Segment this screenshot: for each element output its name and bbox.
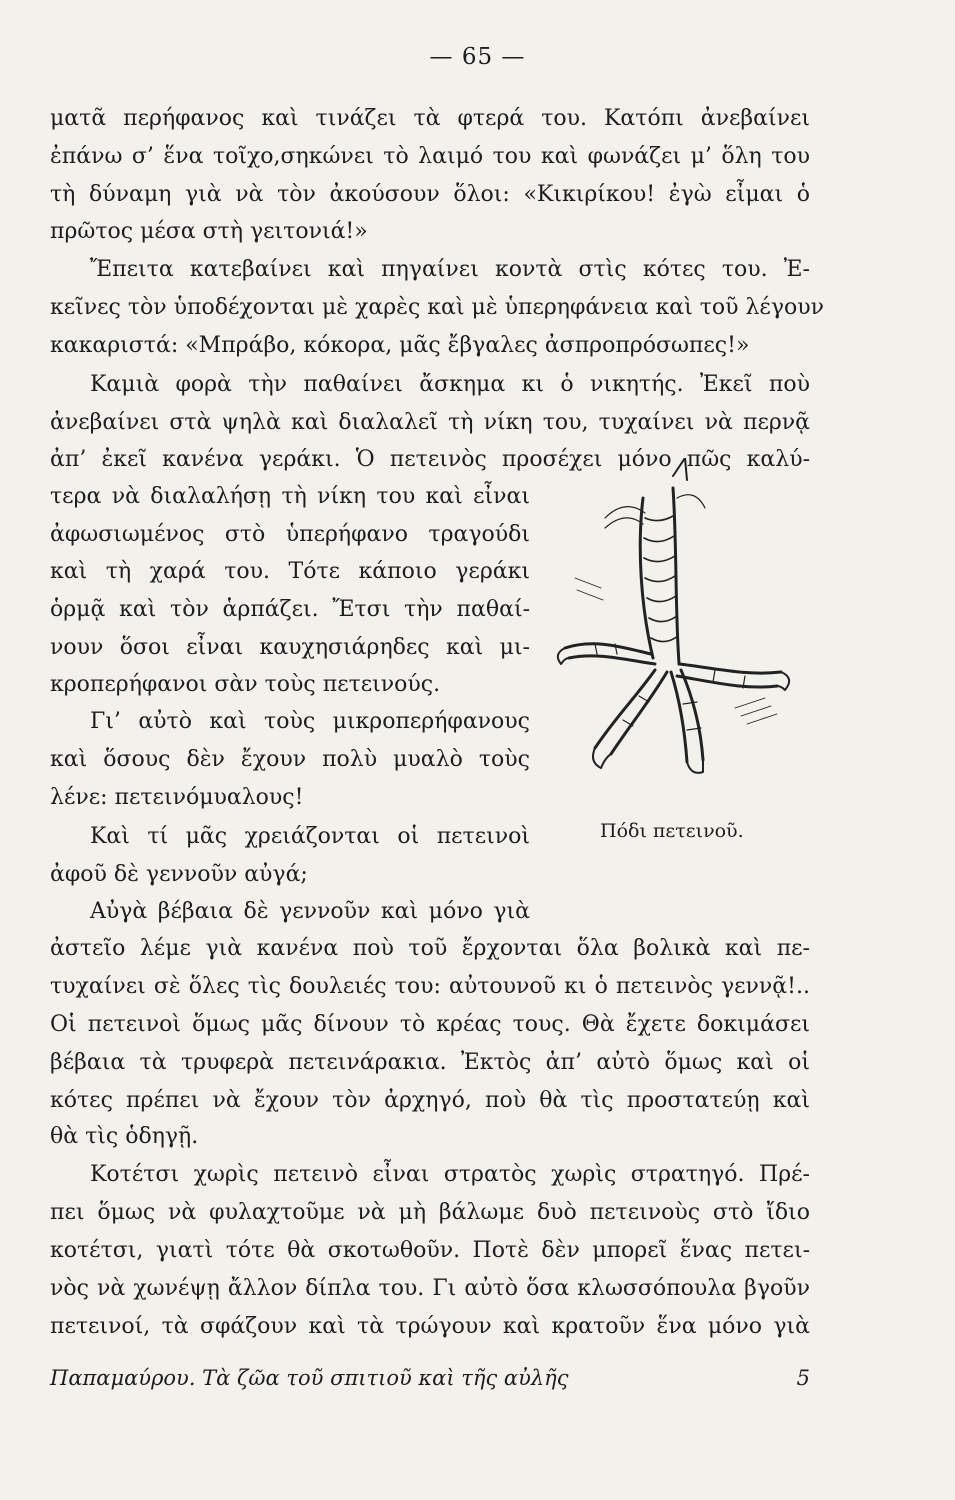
text-line-13: καὶ τὴ χαρά του. Τότε κάποιο γεράκι xyxy=(50,559,530,584)
footer-signature: 5 xyxy=(796,1366,810,1390)
text-line-28: θὰ τὶς ὁδηγῇ. xyxy=(50,1124,199,1149)
text-line-21: ἀφοῦ δὲ γεννοῦν αὐγά; xyxy=(50,862,308,887)
text-line-29: Κοτέτσι χωρὶς πετεινὸ εἶναι στρατὸς χωρὶς στρατηγό. Πρέ- xyxy=(90,1162,810,1187)
text-line-22: Αὐγὰ βέβαια δὲ γεννοῦν καὶ μόνο γιὰ xyxy=(90,899,530,924)
text-line-30: πει ὅμως νὰ φυλαχτοῦμε νὰ μὴ βάλωμε δυὸ πετεινοὺς στὸ ἴδιο xyxy=(50,1200,810,1225)
text-line-7: κακαριστά: «Μπράβο, κόκορα, μᾶς ἔβγαλες ἀσπροπρόσωπες!» xyxy=(50,333,750,358)
page-number: — 65 — xyxy=(429,44,526,70)
text-line-26: βέβαια τὰ τρυφερὰ πετεινάρακια. Ἐκτὸς ἀπ’ αὐτὸ ὅμως καὶ οἱ xyxy=(50,1050,810,1075)
text-line-10: ἀπ’ ἐκεῖ κανένα γεράκι. Ὁ πετεινὸς προσέχει μόνο πῶς καλύ- xyxy=(50,447,810,472)
text-line-1: ματᾶ περήφανος καὶ τινάζει τὰ φτερά του. Κατόπι ἀνεβαίνει xyxy=(50,106,810,131)
text-line-11: τερα νὰ διαλαλήσῃ τὴ νίκη του καὶ εἶναι xyxy=(50,484,530,509)
text-line-25: Οἱ πετεινοὶ ὅμως μᾶς δίνουν τὸ κρέας τους. Θὰ ἔχετε δοκιμάσει xyxy=(50,1012,810,1037)
text-line-8: Καμιὰ φορὰ τὴν παθαίνει ἄσκημα κι ὁ νικητής. Ἐκεῖ ποὺ xyxy=(90,372,810,397)
text-line-12: ἀφωσιωμένος στὸ ὑπερήφανο τραγούδι xyxy=(50,522,530,547)
footer-title: Παπαμαύρου. Τὰ ζῶα τοῦ σπιτιοῦ καὶ τῆς αὐλῆς xyxy=(50,1366,569,1390)
text-line-31: κοτέτσι, γιατὶ τότε θὰ σκοτωθοῦν. Ποτὲ δὲν μπορεῖ ἕνας πετει- xyxy=(50,1238,810,1263)
text-line-23: ἀστεῖο λέμε γιὰ κανένα ποὺ τοῦ ἔρχονται ὅλα βολικὰ καὶ πε- xyxy=(50,936,810,961)
text-line-19: λένε: πετεινόμυαλους! xyxy=(50,785,304,810)
text-line-16: κροπερήφανοι σὰν τοὺς πετεινούς. xyxy=(50,672,441,697)
text-line-6: κεῖνες τὸν ὑποδέχονται μὲ χαρὲς καὶ μὲ ὑπερηφάνεια καὶ τοῦ λέγουν xyxy=(50,295,824,320)
text-line-15: νουν ὅσοι εἶναι καυχησιάρηδες καὶ μι- xyxy=(50,635,530,660)
text-line-2: ἐπάνω σ’ ἕνα τοῖχο,σηκώνει τὸ λαιμό του καὶ φωνάζει μ’ ὅλη του xyxy=(50,144,810,169)
text-line-32: νὸς νὰ χωνέψῃ ἄλλον δίπλα του. Γι αὐτὸ ὅσα κλωσσόπουλα βγοῦν xyxy=(50,1276,810,1301)
text-line-4: πρῶτος μέσα στὴ γειτονιά!» xyxy=(50,219,368,244)
text-line-20: Καὶ τί μᾶς χρειάζονται οἱ πετεινοὶ xyxy=(90,824,530,849)
text-line-18: καὶ ὅσους δὲν ἔχουν πολὺ μυαλὸ τοὺς xyxy=(50,747,530,772)
text-line-33: πετεινοί, τὰ σφάζουν καὶ τὰ τρώγουν καὶ κρατοῦν ἕνα μόνο γιὰ xyxy=(50,1314,810,1339)
rooster-foot-figure xyxy=(545,458,825,828)
text-line-5: Ἔπειτα κατεβαίνει καὶ πηγαίνει κοντὰ στὶς κότες του. Ἐ- xyxy=(90,257,810,282)
text-line-24: τυχαίνει σὲ ὅλες τὶς δουλειές του: αὐτουνοῦ κι ὁ πετεινὸς γεννᾷ!.. xyxy=(50,974,810,999)
text-line-17: Γι’ αὐτὸ καὶ τοὺς μικροπερήφανους xyxy=(90,709,530,734)
text-line-3: τὴ δύναμη γιὰ νὰ τὸν ἀκούσουν ὅλοι: «Κικιρίκου! ἐγὼ εἶμαι ὁ xyxy=(50,182,810,207)
rooster-foot-illustration-icon xyxy=(545,458,825,788)
text-line-14: ὁρμᾷ καὶ τὸν ἁρπάζει. Ἔτσι τὴν παθαί- xyxy=(50,597,530,622)
text-line-27: κότες πρέπει νὰ ἔχουν τὸν ἀρχηγό, ποὺ θὰ τὶς προστατεύῃ καὶ xyxy=(50,1088,810,1113)
figure-caption: Πόδι πετεινοῦ. xyxy=(600,820,744,842)
text-line-9: ἀνεβαίνει στὰ ψηλὰ καὶ διαλαλεῖ τὴ νίκη του, τυχαίνει νὰ περνᾷ xyxy=(50,410,810,435)
